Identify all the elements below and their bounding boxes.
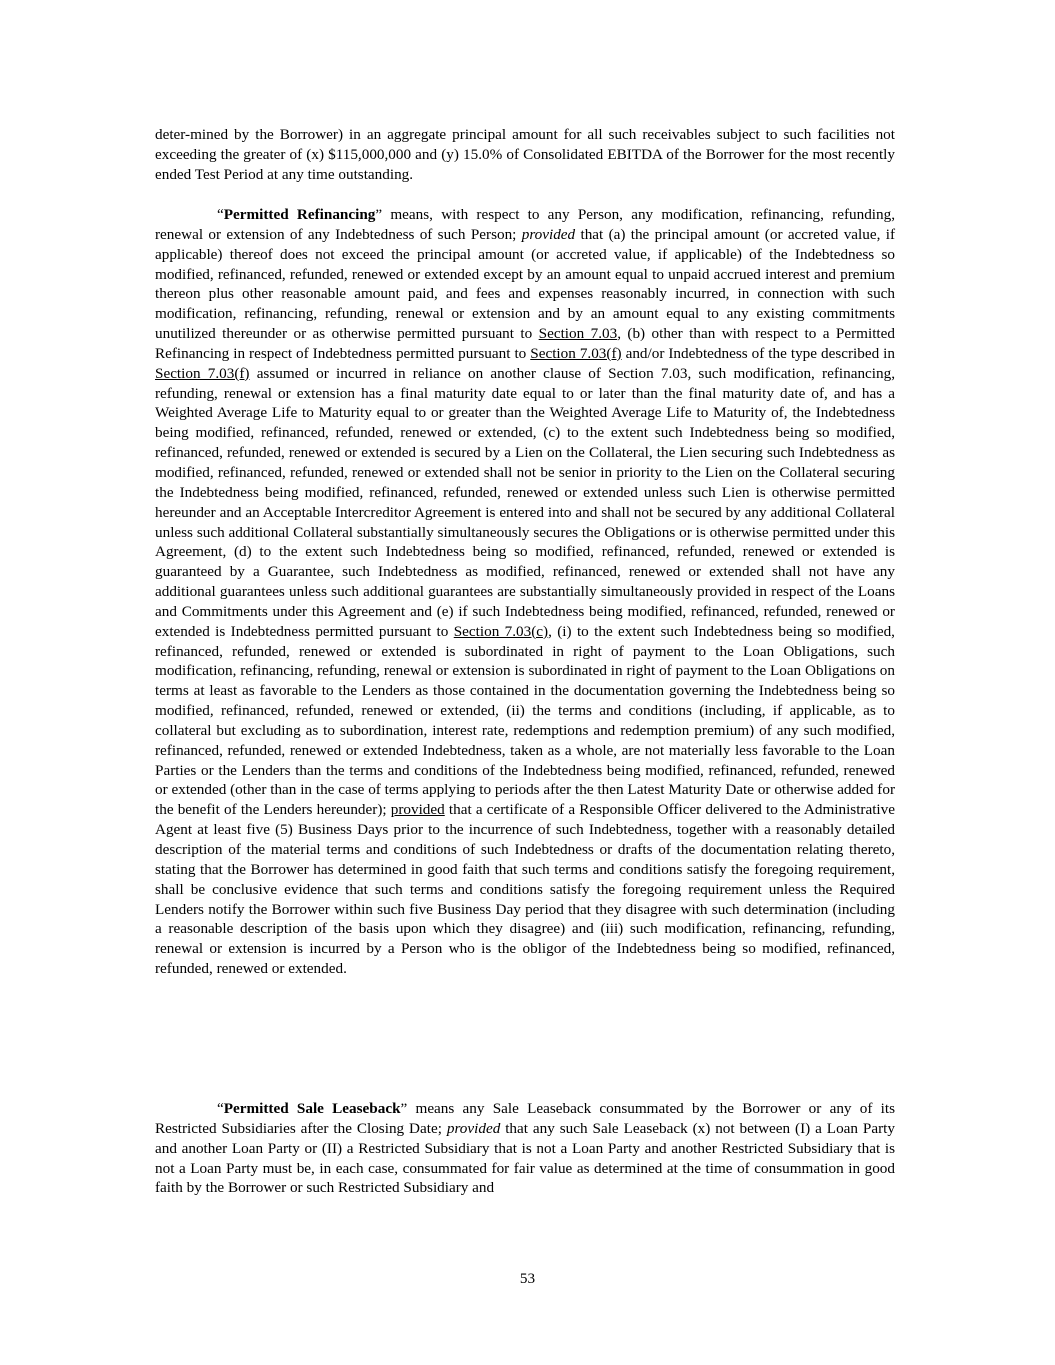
- definition-text: that a certificate of a Responsible Officer delivered to the Administrative Agent at least five (5) Business Days prior to the incurrence of such Indebtedness, together with a reasonably detailed description of the material terms and conditions of such Indebtedness or drafts of the documentation relating thereto, stating that the Borrower has determined in good faith that such terms and conditions satisfy the foregoing requirement, shall be conclusive evidence that such terms and conditions satisfy the foregoing requirement unless the Required Lenders notify the Borrower within such five Business Day period that they disagree with such determination (including a reasonable description of the basis upon which they disagree) and (iii) such modification, refinancing, refunding, renewal or extension is incurred by a Person who is the obligor of the Indebtedness being so modified, refinanced, refunded, renewed or extended.: [155, 801, 895, 978]
- close-quote: ”: [400, 1100, 408, 1117]
- section-reference: Section 7.03(f): [155, 364, 250, 382]
- definition-text: that (a) the principal amount (or accreted value, if applicable) thereof does not exceed the principal amount (or accreted value, if applicable) of the Indebtedness so modified, refinanced, refunded, renewed or extended except by an amount equal to unpaid accrued interest and premium thereon plus other reasonable amount paid, and fees and expenses reasonably incurred, in connection with such modification, refinancing, refunding, renewal or extension and by an amount equal to any existing commitments unutilized thereunder or as otherwise permitted pursuant to: [155, 225, 895, 343]
- definition-text: means, with respect to any Person, any modification, refinancing, refunding, renewal or extension of any Indebtedness of such Person;: [155, 206, 896, 243]
- definition-permitted-refinancing: [155, 205, 895, 979]
- open-quote: “: [217, 206, 224, 223]
- section-reference: Section 7.03(c): [453, 622, 549, 640]
- provided-proviso: provided: [521, 225, 576, 243]
- defined-term: Permitted Sale Leaseback: [223, 1100, 401, 1117]
- definition-text: and/or Indebtedness of the type described in: [621, 344, 895, 362]
- section-reference: Section 7.03: [538, 325, 618, 343]
- page-number: 53: [519, 1270, 536, 1287]
- paragraph-text: deter-mined by the Borrower) in an aggregate principal amount for all such receivables subject to such facilities not exceeding the greater of (x) $115,000,000 and (y) 15.0% of Consolidated EBITDA of the Borrower for the most recently ended Test Period at any time outstanding.: [155, 126, 895, 183]
- open-quote: “: [217, 1100, 224, 1117]
- definition-permitted-sale-leaseback: [155, 1099, 895, 1198]
- defined-term: Permitted Refinancing: [223, 206, 376, 223]
- definition-text: , (i) to the extent such Indebtedness being so modified, refinanced, refunded, renewed or extended is subordinated in right of payment to the Loan Obligations, such modification, refinancing, refunding, renewal or extension is subordinated in right of payment to the Loan Obligations on terms at least as favorable to the Lenders as those contained in the documentation governing the Indebtedness being so modified, refinanced, refunded, renewed or extended, (ii) the terms and conditions (including, if applicable, as to collateral but excluding as to subordination, interest rate, redemptions and redemption premium) of any such modified, refinanced, refunded, renewed or extended Indebtedness, taken as a whole, are not materially less favorable to the Loan Parties or the Lenders than the terms and conditions of the Indebtedness being modified, refinanced, refunded, renewed or extended (other than in the case of terms applying to periods after the then Latest Maturity Date or otherwise added for the benefit of the Lenders hereunder);: [155, 622, 895, 819]
- provided-proviso: provided: [390, 801, 445, 819]
- definition-text: means any Sale Leaseback consummated by the Borrower or any of its Restricted Subsidiaries after the Closing Date;: [155, 1100, 895, 1137]
- provided-proviso: provided: [446, 1119, 501, 1137]
- paragraph-continuation: [155, 125, 895, 185]
- definition-text: , (b) other than with respect to a Permitted Refinancing in respect of Indebtedness permitted pursuant to: [155, 325, 895, 362]
- section-reference: Section 7.03(f): [530, 344, 622, 362]
- definition-text: that any such Sale Leaseback (x) not between (I) a Loan Party and another Loan Party or (II) a Restricted Subsidiary that is not a Loan Party and another Restricted Subsidiary that is not a Loan Party must be, in each case, consummated for fair value as determined at the time of consummation in good faith by the Borrower or such Restricted Subsidiary and: [155, 1119, 895, 1197]
- definition-text: assumed or incurred in reliance on another clause of Section 7.03, such modification, refinancing, refunding, renewal or extension has a final maturity date equal to or later than the final maturity date of, and has a Weighted Average Life to Maturity equal to or greater than the Weighted Average Life to Maturity of, the Indebtedness being modified, refinanced, refunded, renewed or extended, (c) to the extent such Indebtedness being so modified, refinanced, refunded, renewed or extended is secured by a Lien on the Collateral, the Lien securing such Indebtedness as modified, refinanced, refunded, renewed or extended shall not be senior in priority to the Lien on the Collateral securing the Indebtedness being modified, refinanced, refunded, renewed or extended unless such Lien is otherwise permitted hereunder and an Acceptable Intercreditor Agreement is entered into and shall not be secured by any additional Collateral unless such additional Collateral substantially simultaneously secures the Obligations or is otherwise permitted under this Agreement, (d) to the extent such Indebtedness being so modified, refinanced, refunded, renewed or extended is guaranteed by a Guarantee, such Indebtedness as modified, refinanced, renewed or extended shall not have any additional guarantees unless such additional guarantees are substantially simultaneously provided in respect of the Loans and Commitments under this Agreement and (e) if such Indebtedness being modified, refinanced, refunded, renewed or extended is Indebtedness permitted pursuant to: [155, 364, 895, 640]
- close-quote: ”: [375, 206, 383, 223]
